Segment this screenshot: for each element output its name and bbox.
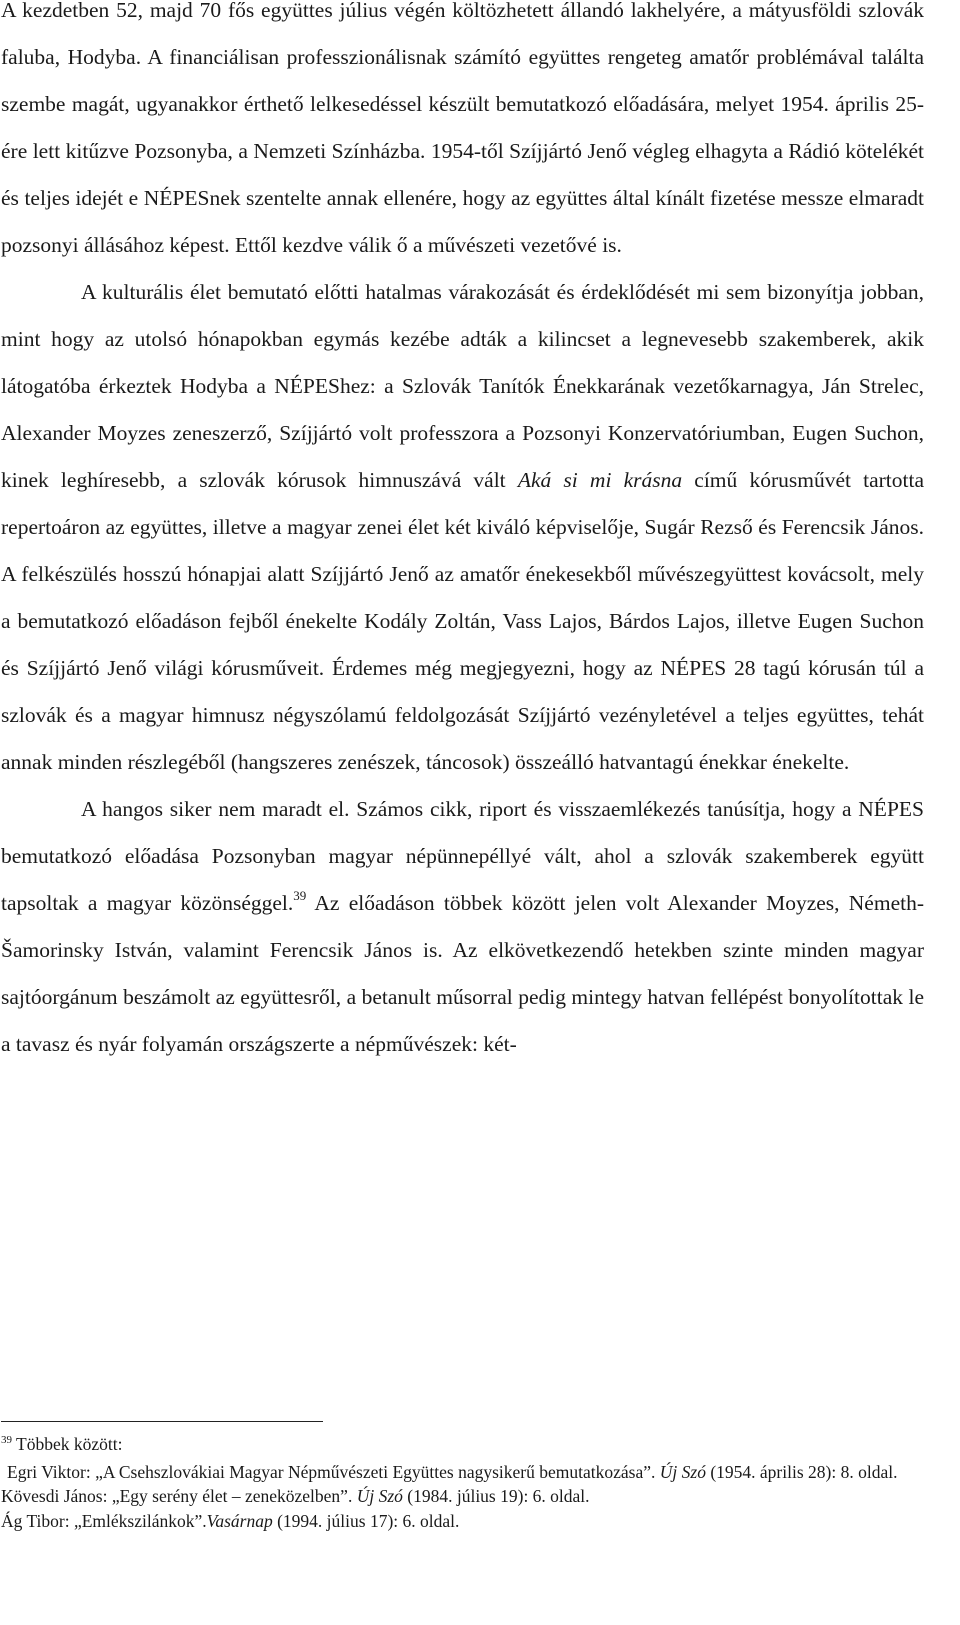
ref-text: Kövesdi János: „Egy serény élet – zeneközelben”. — [1, 1486, 357, 1506]
ref-text: (1994. július 17): 6. oldal. — [272, 1510, 460, 1531]
work-title-italic: Aká si mi krásna — [517, 468, 683, 492]
ref-text: Ág Tibor: „Emlékszilánkok”. — [1, 1510, 207, 1531]
ref-text: Egri Viktor: „A Csehszlovákiai Magyar Népművészeti Együttes nagysikerű bemutatkozása”. — [7, 1461, 660, 1482]
text-run: Az előadáson többek között jelen volt Alexander Moyzes, Németh-Šamorinsky István, valamint Ferencsik János is. Az elkövetkezendő hetekben szinte minden magyar sajtóorgánum beszámolt az együttesről, a betanult műsorral pedig mintegy hatvan fellépést bonyolítottak le a tavasz és nyár folyamán országszerte a népművészek: két- — [1, 891, 924, 1056]
footnotes — [1, 1432, 924, 1533]
footnote-ref-1 — [1, 1460, 924, 1485]
paragraph-1 — [1, 0, 924, 269]
ref-journal: Vasárnap — [206, 1510, 273, 1531]
text-run: című kórusművét tartotta repertoáron az együttes, illetve a magyar zenei élet két kiváló képviselője, Sugár Rezső és Ferencsik János. A felkészülés hosszú hónapjai alatt Szíjjártó Jenő az amatőr énekesekből művészegyüttest kovácsolt, mely a bemutatkozó előadáson fejből énekelte Kodály Zoltán, Vass Lajos, Bárdos Lajos, illetve Eugen Suchon és Szíjjártó Jenő világi kórusműveit. Érdemes még megjegyezni, hogy az NÉPES 28 tagú kórusán túl a szlovák és a magyar himnusz négyszólamú feldolgozását Szíjjártó vezényletével a teljes együttes, tehát annak minden részlegéből (hangszeres zenészek, táncosok) összeálló hatvantagú énekkar énekelte. — [1, 468, 925, 774]
footnote-marker[interactable]: 39 — [293, 888, 307, 903]
ref-text: (1984. július 19): 6. oldal. — [402, 1486, 590, 1506]
ref-journal: Új Szó — [356, 1486, 403, 1506]
footnote-heading — [1, 1432, 924, 1460]
body-text — [1, 0, 924, 1068]
footnote-heading-text: Többek között: — [12, 1434, 123, 1454]
footnote-number: 39 — [1, 1434, 12, 1446]
ref-text: (1954. április 28): 8. oldal. — [705, 1461, 898, 1482]
footnote-ref-2 — [1, 1484, 924, 1509]
paragraph-2 — [1, 269, 924, 786]
footnote-separator — [1, 1421, 323, 1422]
paragraph-3 — [1, 786, 924, 1068]
text-run: A kezdetben 52, majd 70 fős együttes július végén költözhetett állandó lakhelyére, a mátyusföldi szlovák faluba, Hodyba. A financiálisan professzionálisnak számító együttes rengeteg amatőr problémával találta szembe magát, ugyanakkor érthető lelkesedéssel készült bemutatkozó előadására, melyet 1954. április 25-ére lett kitűzve Pozsonyba, a Nemzeti Színházba. 1954-től Szíjjártó Jenő végleg elhagyta a Rádió kötelékét és teljes idejét e NÉPESnek szentelte annak ellenére, hogy az együttes által kínált fizetése messze elmaradt pozsonyi állásához képest. Ettől kezdve válik ő a művészeti vezetővé is. — [1, 0, 924, 257]
text-run: A kulturális élet bemutató előtti hatalmas várakozását és érdeklődését mi sem bizonyítja jobban, mint hogy az utolsó hónapokban egymás kezébe adták a kilincset a legnevesebb szakemberek, akik látogatóba érkeztek Hodyba a NÉPEShez: a Szlovák Tanítók Énekkarának vezetőkarnagya, Ján Strelec, Alexander Moyzes zeneszerző, Szíjjártó volt professzora a Pozsonyi Konzervatóriumban, Eugen Suchon, kinek leghíresebb, a szlovák kórusok himnuszává vált — [1, 280, 924, 492]
ref-journal: Új Szó — [659, 1461, 706, 1482]
text-run: A hangos siker nem maradt el. Számos cikk, riport és visszaemlékezés tanúsítja, hogy a NÉPES bemutatkozó előadása Pozsonyban magyar népünnepéllyé vált, ahol a szlovák szakemberek együtt tapsoltak a magyar közönséggel. — [1, 797, 924, 915]
footnote-ref-3 — [1, 1509, 924, 1534]
